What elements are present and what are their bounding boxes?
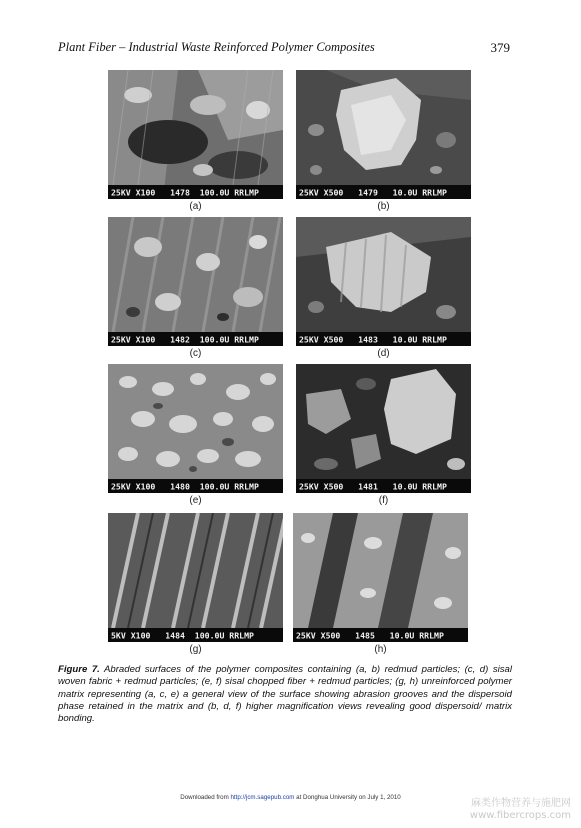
page-header bbox=[58, 40, 510, 60]
micrograph-e-image bbox=[108, 364, 283, 493]
download-note-prefix: Downloaded from bbox=[180, 794, 231, 801]
micrograph-c bbox=[108, 217, 283, 346]
scale-bar-d: 25KV X500 1483 10.0U RRLMP bbox=[299, 334, 447, 345]
running-title: Plant Fiber – Industrial Waste Reinforced Polymer Composites bbox=[58, 40, 375, 54]
micrograph-h bbox=[293, 513, 468, 642]
micrograph-g-image bbox=[108, 513, 283, 642]
figure-caption bbox=[58, 664, 512, 725]
micrograph-c-image bbox=[108, 217, 283, 346]
micrograph-a bbox=[108, 70, 283, 199]
panel-label-c: (c) bbox=[189, 348, 202, 359]
micrograph-f bbox=[296, 364, 471, 493]
page-number: 379 bbox=[490, 40, 510, 55]
panel-label-f: (f) bbox=[378, 495, 389, 506]
panel-label-d: (d) bbox=[377, 348, 390, 359]
figure-caption-text: Abraded surfaces of the polymer composites containing (a, b) redmud particles; (c, d) sisal woven fabric + redmud particles; (e, f) sisal chopped fiber + redmud particles; (g, h) unreinforced polymer matrix representing (a, c, e) a general view of the surface showing abrasion grooves and the dispersoid phase retained in the matrix and (b, d, f) higher magnification views revealing good dispersoid/ matrix bonding. bbox=[58, 664, 513, 725]
micrograph-b-image bbox=[296, 70, 471, 199]
scale-bar-h: 25KV X500 1485 10.0U RRLMP bbox=[296, 630, 444, 641]
scale-bar-c: 25KV X100 1482 100.0U RRLMP bbox=[111, 334, 259, 345]
micrograph-d-image bbox=[296, 217, 471, 346]
panel-label-b: (b) bbox=[377, 201, 390, 212]
panel-label-e: (e) bbox=[189, 495, 202, 506]
scale-bar-f: 25KV X500 1481 10.0U RRLMP bbox=[299, 481, 447, 492]
panel-label-h: (h) bbox=[374, 644, 387, 655]
watermark-line-1: 麻类作物营养与施肥网 bbox=[471, 798, 571, 809]
download-link[interactable]: http://jcm.sagepub.com bbox=[230, 794, 295, 801]
scale-bar-a: 25KV X100 1478 100.0U RRLMP bbox=[111, 187, 259, 198]
scale-bar-g: 5KV X100 1484 100.0U RRLMP bbox=[111, 630, 254, 641]
download-note-suffix: at Donghua University on July 1, 2010 bbox=[294, 794, 401, 801]
figure-caption-lead: Figure 7. bbox=[58, 664, 100, 675]
micrograph-e bbox=[108, 364, 283, 493]
watermark-line-2: www.fibercrops.com bbox=[469, 810, 571, 821]
panel-label-a: (a) bbox=[189, 201, 202, 212]
micrograph-f-image bbox=[296, 364, 471, 493]
scale-bar-b: 25KV X500 1479 10.0U RRLMP bbox=[299, 187, 447, 198]
micrograph-h-image bbox=[293, 513, 468, 642]
watermark bbox=[470, 798, 571, 822]
micrograph-d bbox=[296, 217, 471, 346]
panel-label-g: (g) bbox=[189, 644, 202, 655]
micrograph-a-image bbox=[108, 70, 283, 199]
scale-bar-e: 25KV X100 1480 100.0U RRLMP bbox=[111, 481, 259, 492]
micrograph-g bbox=[108, 513, 283, 642]
micrograph-b bbox=[296, 70, 471, 199]
